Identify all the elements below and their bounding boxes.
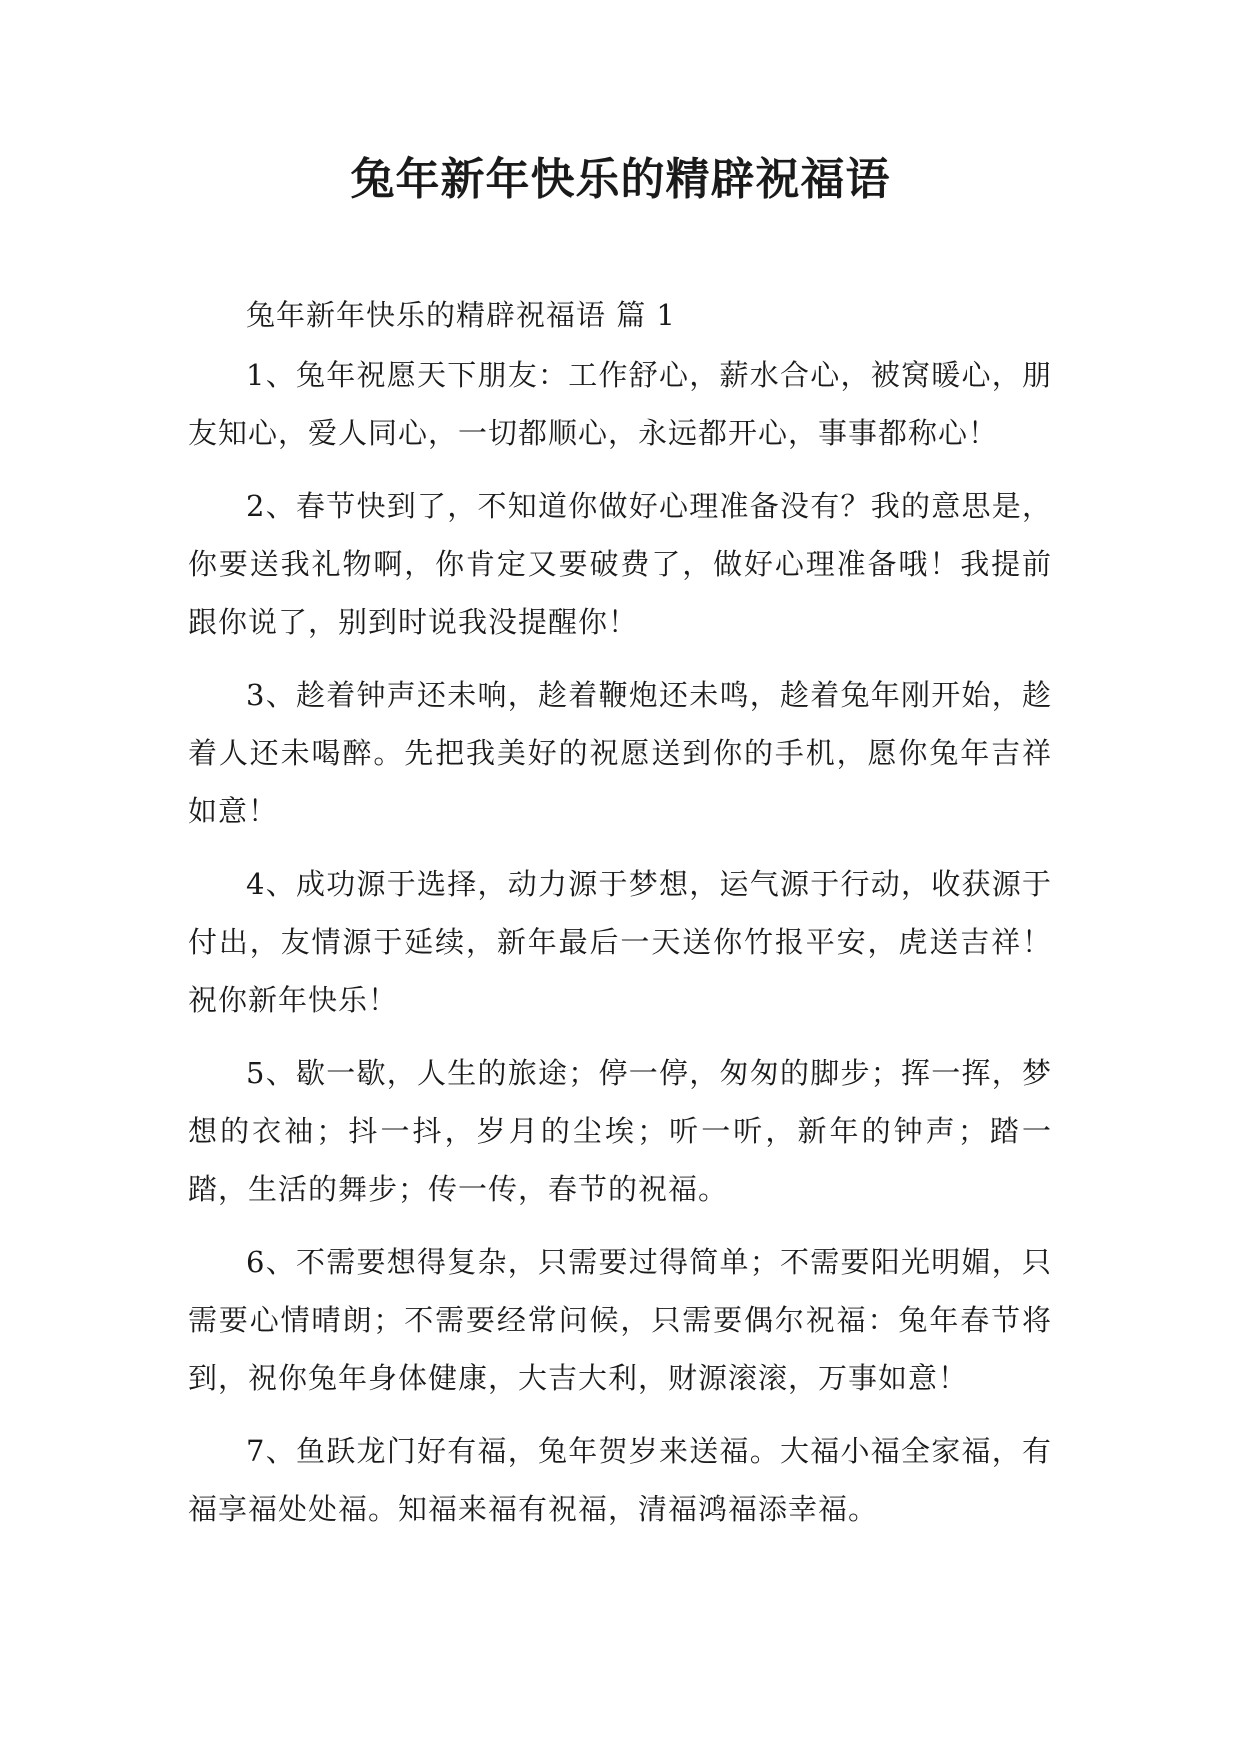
paragraph: 1、兔年祝愿天下朋友：工作舒心，薪水合心，被窝暖心，朋友知心，爱人同心，一切都顺心，永远都开心，事事都称心！ — [188, 358, 1052, 450]
paragraph: 3、趁着钟声还未响，趁着鞭炮还未鸣，趁着兔年刚开始，趁着人还未喝醉。先把我美好的祝愿送到你的手机，愿你兔年吉祥如意！ — [188, 678, 1052, 828]
document-body — [188, 286, 1052, 1553]
paragraph: 5、歇一歇，人生的旅途；停一停，匆匆的脚步；挥一挥，梦想的衣袖；抖一抖，岁月的尘埃；听一听，新年的钟声；踏一踏，生活的舞步；传一传，春节的祝福。 — [188, 1056, 1052, 1206]
section-heading: 兔年新年快乐的精辟祝福语 篇 1 — [246, 298, 676, 332]
paragraph: 2、春节快到了，不知道你做好心理准备没有？我的意思是，你要送我礼物啊，你肯定又要破费了，做好心理准备哦！我提前跟你说了，别到时说我没提醒你！ — [188, 489, 1052, 639]
paragraph: 7、鱼跃龙门好有福，兔年贺岁来送福。大福小福全家福，有福享福处处福。知福来福有祝福，清福鸿福添幸福。 — [188, 1434, 1052, 1526]
paragraph: 4、成功源于选择，动力源于梦想，运气源于行动，收获源于付出，友情源于延续，新年最后一天送你竹报平安，虎送吉祥！祝你新年快乐！ — [188, 867, 1052, 1017]
paragraph: 6、不需要想得复杂，只需要过得简单；不需要阳光明媚，只需要心情晴朗；不需要经常问候，只需要偶尔祝福：兔年春节将到，祝你兔年身体健康，大吉大利，财源滚滚，万事如意！ — [188, 1245, 1052, 1395]
document-title: 兔年新年快乐的精辟祝福语 — [350, 154, 891, 205]
